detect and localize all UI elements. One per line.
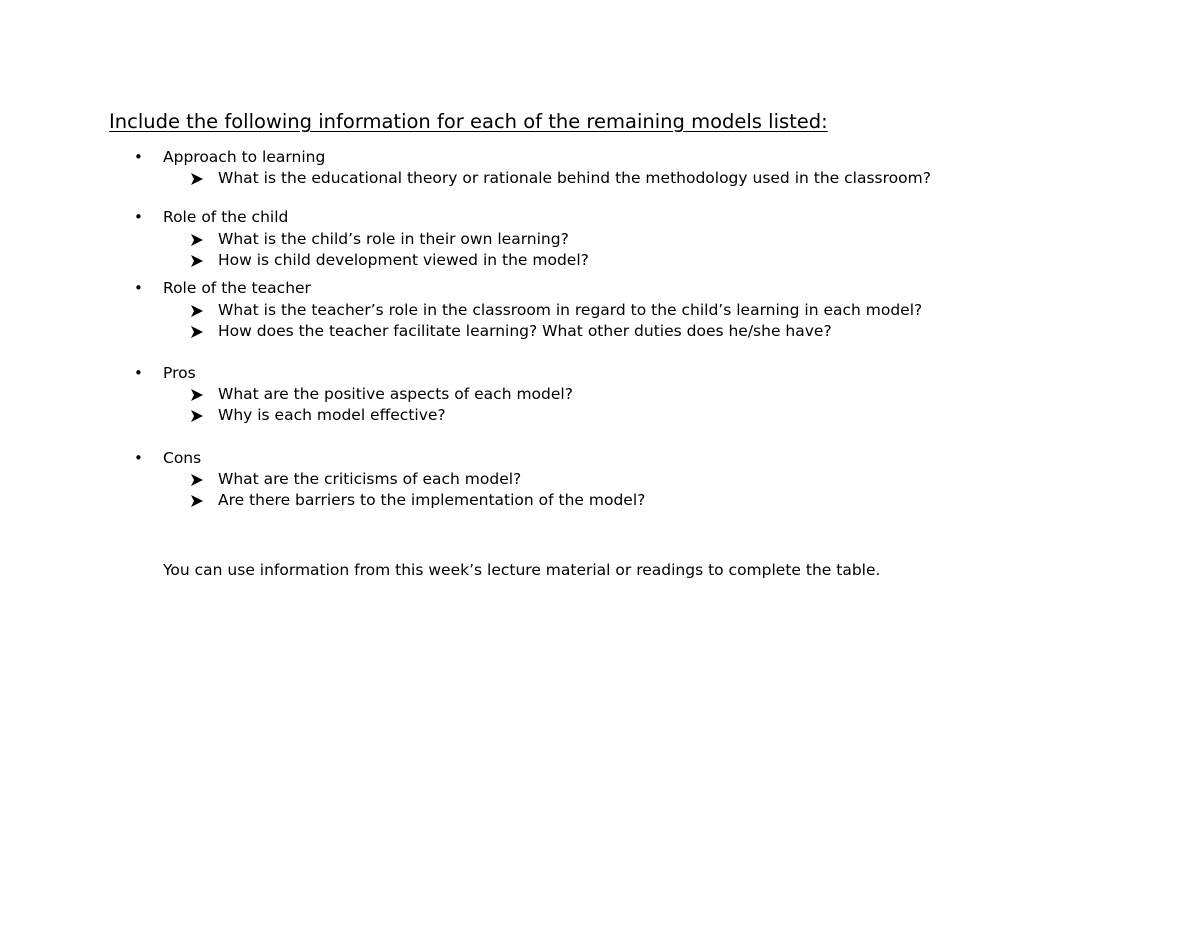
arrowhead-bullet-icon [190,388,204,402]
bullet-label: Cons [163,449,202,467]
arrowhead-bullet-icon [190,325,204,339]
page-heading: Include the following information for each of the remaining models listed: [109,110,828,133]
bullet-label: Role of the child [163,208,289,226]
arrowhead-bullet-icon [190,473,204,487]
sub-bullet-text: What is the teacher’s role in the classroom in regard to the child’s learning in each model? [218,301,923,319]
arrowhead-bullet-icon [190,233,204,247]
sub-bullet-text: How does the teacher facilitate learning? What other duties does he/she have? [218,322,832,340]
sub-bullet-text: How is child development viewed in the model? [218,251,589,269]
bullet-dot-icon: • [134,279,143,297]
bullet-dot-icon: • [134,449,143,467]
arrowhead-bullet-icon [190,494,204,508]
bullet-label: Approach to learning [163,148,326,166]
bullet-dot-icon: • [134,208,143,226]
sub-bullet-text: What are the positive aspects of each model? [218,385,573,403]
sub-bullet-text: What are the criticisms of each model? [218,470,522,488]
arrowhead-bullet-icon [190,304,204,318]
sub-bullet-text: What is the educational theory or rationale behind the methodology used in the classroom? [218,169,931,187]
bullet-dot-icon: • [134,148,143,166]
bullet-dot-icon: • [134,364,143,382]
sub-bullet-text: Are there barriers to the implementation of the model? [218,491,646,509]
bullet-label: Pros [163,364,196,382]
sub-bullet-text: What is the child’s role in their own learning? [218,230,569,248]
bullet-label: Role of the teacher [163,279,311,297]
footer-note: You can use information from this week’s lecture material or readings to complete the table. [163,561,881,579]
arrowhead-bullet-icon [190,254,204,268]
sub-bullet-text: Why is each model effective? [218,406,446,424]
arrowhead-bullet-icon [190,172,204,186]
arrowhead-bullet-icon [190,409,204,423]
